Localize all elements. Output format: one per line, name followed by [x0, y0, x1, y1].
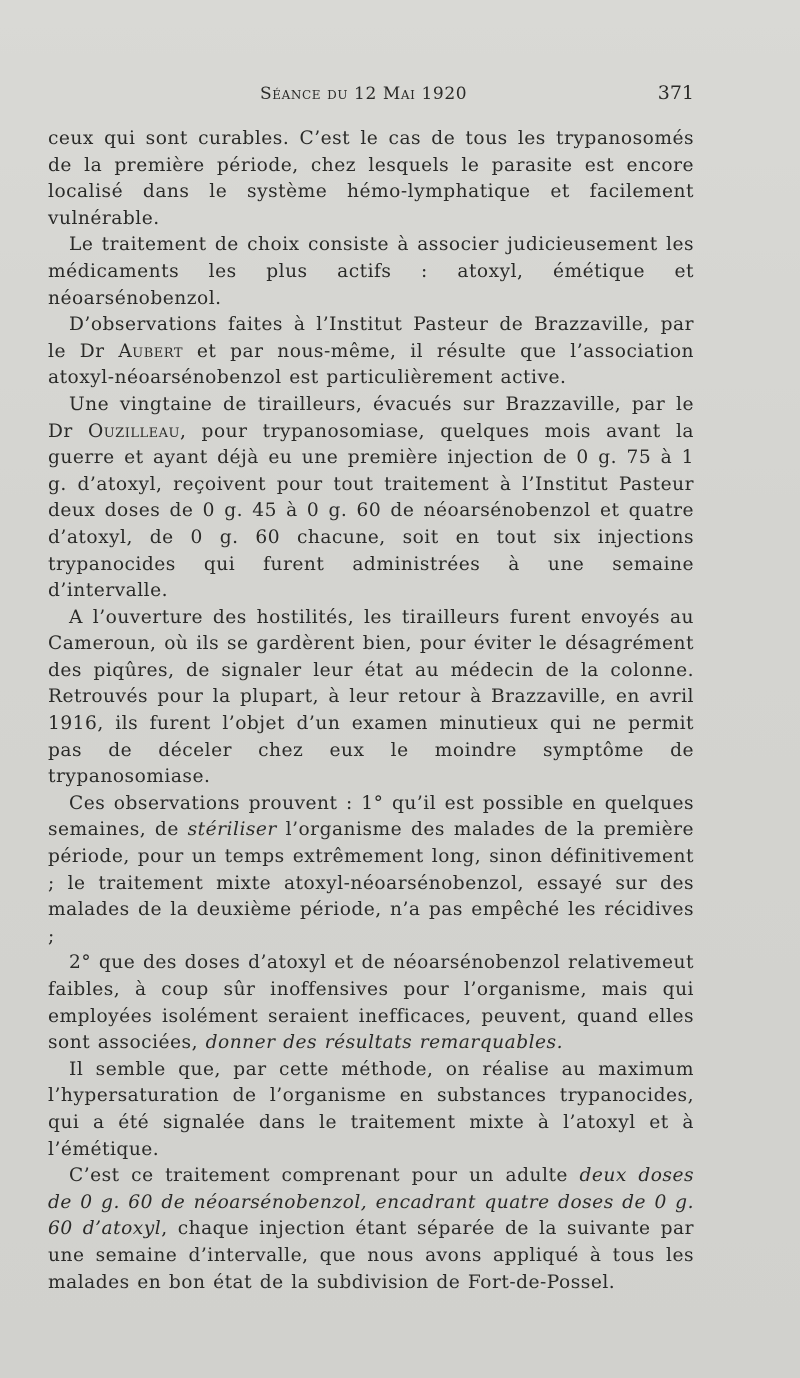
paragraph-3 [48, 312, 694, 392]
body-text [48, 126, 694, 1296]
paragraph-2: Le traitement de choix consiste à associer judicieusement les médicaments les plus actifs : atoxyl, émétique et néoarsénobenzol. [48, 234, 694, 309]
paragraph-5: A l’ouverture des hostilités, les tirailleurs furent envoyés au Cameroun, où ils se gardèrent bien, pour éviter le désagrément des piqûres, de signaler leur état au médecin de la colonne. Retrouvés pour la plupart, à leur retour à Brazzaville, en avril 1916, ils furent l’objet d’un examen minutieux qui ne permit pas de déceler chez eux le moindre symptôme de trypanosomiase. [48, 606, 694, 788]
paragraph-3-text-b: et par nous-même, il résulte que l’association atoxyl-néoarsénobenzol est particulièrement active. [48, 340, 695, 389]
emphasis-resultats: donner des résultats remarquables. [205, 1032, 564, 1054]
paragraph-4-text-a: Une vingtaine de tirailleurs, évacués sur Brazzaville, par le Dr [48, 393, 694, 442]
paragraph-6 [48, 791, 694, 951]
paragraph-6-text-b: l’organisme des malades de la première période, pour un temps extrêmement long, sinon définitivement ; le traitement mixte atoxyl-néoarsénobenzol, essayé sur des malades de la deuxième période, n’a pas empêché les récidives ; [48, 819, 694, 947]
paragraph-7-text-a: 2° que des doses d’atoxyl et de néoarsénobenzol relativemeut faibles, à coup sûr inoffensives pour l’organisme, mais qui employées isolément seraient inefficaces, peuvent, quand elles sont associées, [48, 952, 694, 1054]
running-title: Séance du 12 Mai 1920 [260, 84, 468, 104]
page-number: 371 [657, 82, 694, 104]
author-name-aubert: Aubert [118, 340, 184, 362]
paragraph-9-text-b: , chaque injection étant séparée de la suivante par une semaine d’intervalle, que nous avons appliqué à tous les malades en bon état de la subdivision de Fort-de-Possel. [48, 1218, 694, 1293]
paragraph-9-text-a: C’est ce traitement comprenant pour un adulte [69, 1165, 580, 1187]
emphasis-doses: deux doses de 0 g. 60 de néoarsénobenzol, encadrant quatre doses de 0 g. 60 d’atoxyl [48, 1165, 694, 1240]
paragraph-8: Il semble que, par cette méthode, on réalise au maximum l’hypersaturation de l’organisme en substances trypanocides, qui a été signalée dans le traitement mixte à l’atoxyl et à l’émétique. [48, 1058, 694, 1160]
emphasis-steriliser: stériliser [187, 819, 277, 841]
page-header [48, 84, 694, 114]
paragraph-9 [48, 1163, 694, 1296]
paragraph-4 [48, 392, 694, 605]
paragraph-1: ceux qui sont curables. C’est le cas de tous les trypanosomés de la première période, chez lesquels le parasite est encore localisé dans le système hémo-lymphatique et facilement vulnérable. [48, 128, 694, 229]
paragraph-3-text-a: D’observations faites à l’Institut Pasteur de Brazzaville, par le Dr [48, 314, 694, 362]
author-name-ouzilleau: Ouzilleau [87, 420, 180, 442]
paragraph-6-text-a: Ces observations prouvent : 1° qu’il est possible en quelques semaines, de [48, 792, 694, 841]
paragraph-4-text-b: , pour trypanosomiase, quelques mois avant la guerre et ayant déjà eu une première injection de 0 g. 75 à 1 g. d’atoxyl, reçoivent pour tout traitement à l’Institut Pasteur deux doses de 0 g. 45 à 0 g. 60 de néoarsénobenzol et quatre d’atoxyl, de 0 g. 60 chacune, soit en tout six injections trypanocides qui furent administrées à une semaine d’intervalle. [48, 420, 694, 602]
paragraph-7 [48, 950, 694, 1056]
